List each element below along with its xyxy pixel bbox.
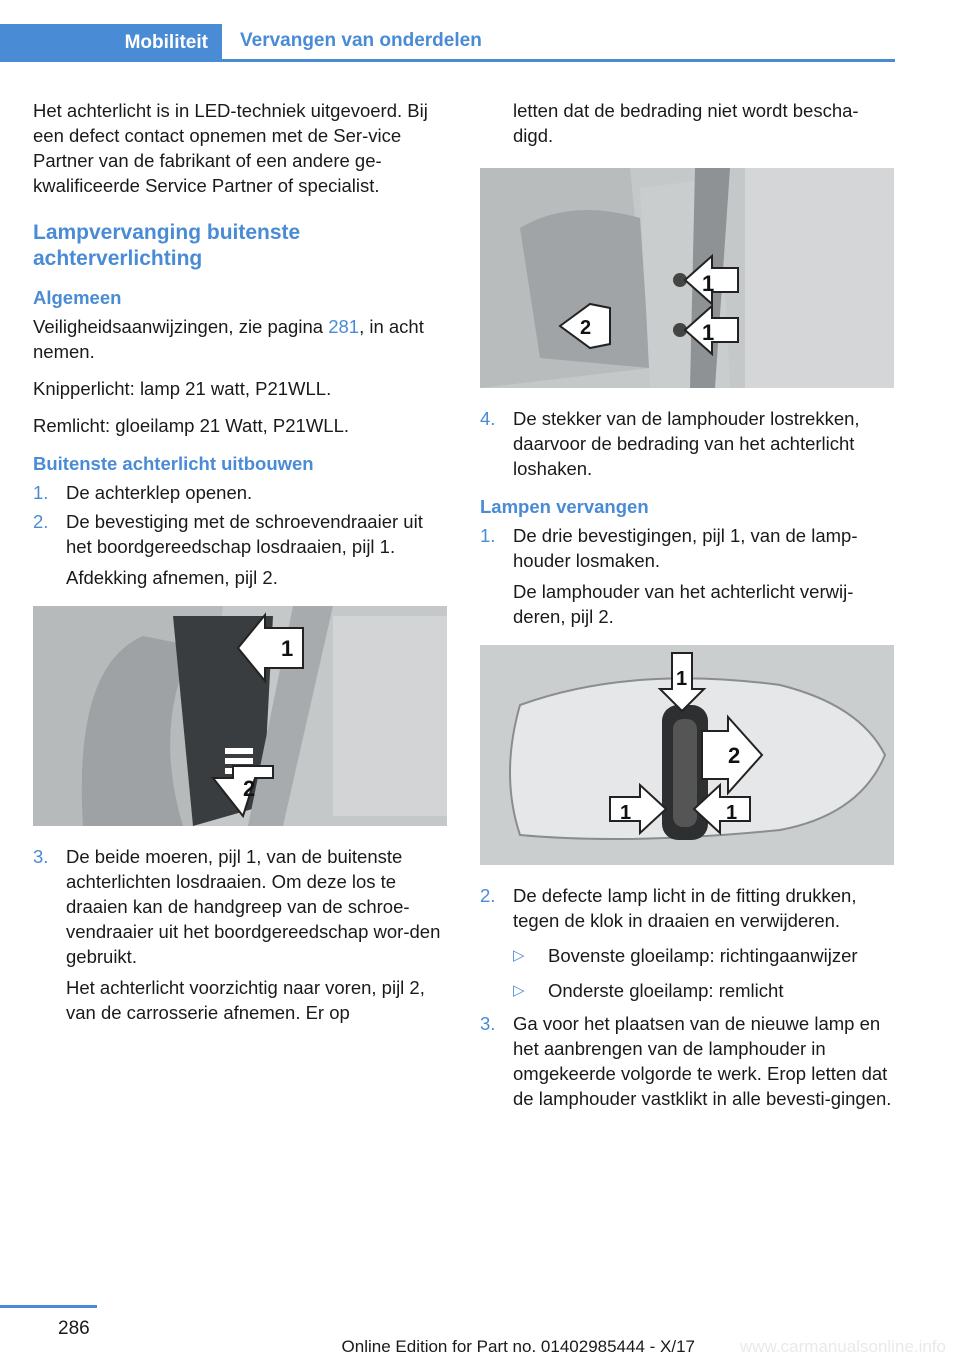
- step-text: De achterklep openen.: [66, 482, 253, 503]
- safety-text-end: , in acht nemen.: [33, 316, 424, 362]
- callout-label: 1: [702, 271, 715, 296]
- step-number: 3.: [33, 846, 49, 867]
- step-item: [480, 883, 894, 933]
- replace-heading: Lampen vervangen: [480, 496, 649, 517]
- edition-footer: Online Edition for Part no. 01402985444 - X/17: [341, 1337, 695, 1356]
- page-number: 286: [58, 1318, 90, 1339]
- step-subtext: Afdekking afnemen, pijl 2.: [66, 567, 278, 588]
- section-heading: Lampvervanging buitenste achterverlichting: [33, 221, 301, 270]
- indicator-paragraph: Knipperlicht: lamp 21 watt, P21WLL.: [33, 378, 332, 399]
- tab-mobiliteit[interactable]: [0, 24, 222, 62]
- tab-chapter-label: Vervangen van onderdelen: [240, 30, 482, 51]
- bullet-item: [480, 978, 894, 1003]
- step-text: Ga voor het plaatsen van de nieuwe lamp en het aanbrengen van de lamphouder in omgekeerde volgorde te werk. Erop letten dat de lamphouder vastklikt in alle bevesti-gingen.: [513, 1013, 892, 1109]
- step-number: 4.: [480, 408, 496, 429]
- tab-mobiliteit-label: Mobiliteit: [124, 32, 208, 53]
- step-subtext: De lamphouder van het achterlicht verwij-deren, pijl 2.: [513, 581, 854, 627]
- step-number: 1.: [480, 525, 496, 546]
- safety-text: Veiligheidsaanwijzingen, zie pagina: [33, 316, 329, 337]
- callout-label: 1: [726, 802, 738, 824]
- removal-heading: Buitenste achterlicht uitbouwen: [33, 453, 314, 474]
- step-text: De defecte lamp licht in de fitting drukken, tegen de klok in draaien en verwijderen.: [513, 885, 857, 931]
- bullet-text: Bovenste gloeilamp: richtingaanwijzer: [548, 945, 858, 966]
- brake-paragraph: Remlicht: gloeilamp 21 Watt, P21WLL.: [33, 415, 349, 436]
- watermark: www.carmanualsonline.info: [740, 1337, 946, 1356]
- callout-label: 2: [243, 776, 256, 801]
- step-number: 1.: [33, 482, 49, 503]
- step-item: [33, 844, 447, 969]
- step-number: 2.: [33, 511, 49, 532]
- step-item: [33, 480, 447, 505]
- figure-light-nuts: [480, 168, 894, 388]
- step-text: De drie bevestigingen, pijl 1, van de lamp-houder losmaken.: [513, 525, 858, 571]
- step-text: De stekker van de lamphouder lostrekken, daarvoor de bedrading van het achterlicht loshaken.: [513, 408, 860, 479]
- triangle-bullet-icon: ▷: [513, 947, 525, 964]
- header-rule: [0, 59, 895, 62]
- step-text: De beide moeren, pijl 1, van de buitenste achterlichten losdraaien. Om deze los te draaien kan de handgreep van de schroe-vendraaier uit het boordgereedschap wor-den gebruikt.: [66, 846, 441, 967]
- page-reference-link[interactable]: 281: [328, 316, 360, 337]
- bullet-item: [480, 943, 894, 968]
- left-column: [33, 98, 447, 1029]
- step-item: [480, 1011, 894, 1111]
- callout-label: 2: [580, 317, 592, 339]
- figure-cover-removal: [33, 606, 447, 826]
- callout-label: 1: [676, 668, 688, 690]
- step-item: [480, 523, 894, 573]
- step-item: [33, 509, 447, 559]
- step-number: 3.: [480, 1013, 496, 1034]
- right-column: [480, 98, 894, 1115]
- triangle-bullet-icon: ▷: [513, 982, 525, 999]
- intro-paragraph: Het achterlicht is in LED-techniek uitgevoerd. Bij een defect contact opnemen met de Ser-vice Partner van de fabrikant of een andere ge-kwalificeerde Service Partner of specialist.: [33, 100, 428, 196]
- figure-lamp-holder: [480, 645, 894, 865]
- callout-label: 1: [281, 636, 294, 661]
- bullet-text: Onderste gloeilamp: remlicht: [548, 980, 784, 1001]
- callout-label: 2: [728, 743, 741, 768]
- general-heading: Algemeen: [33, 287, 122, 308]
- step-subtext: Het achterlicht voorzichtig naar voren, pijl 2, van de carrosserie afnemen. Er op: [66, 977, 425, 1023]
- step-item: [480, 406, 894, 481]
- step-text: De bevestiging met de schroevendraaier uit het boordgereedschap losdraaien, pijl 1.: [66, 511, 423, 557]
- page-number-rule: [0, 1305, 97, 1308]
- safety-paragraph: [33, 314, 447, 364]
- step-number: 2.: [480, 885, 496, 906]
- callout-label: 1: [702, 320, 715, 345]
- tab-vervangen-van-onderdelen[interactable]: [240, 30, 482, 52]
- continued-paragraph: letten dat de bedrading niet wordt bescha-digd.: [513, 100, 859, 146]
- callout-label: 1: [620, 802, 632, 824]
